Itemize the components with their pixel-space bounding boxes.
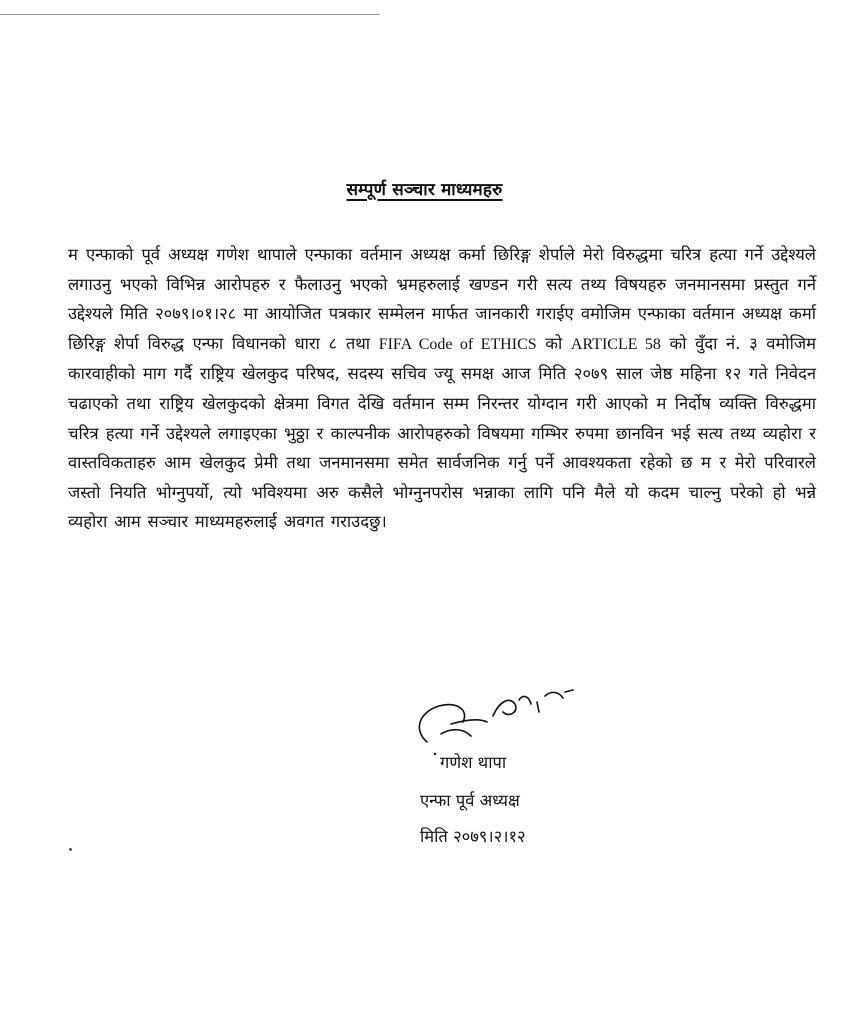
statement-body: [68, 240, 816, 537]
signatory-title: एन्फा पूर्व अध्यक्ष: [420, 791, 520, 810]
heading-text: सम्पूर्ण सञ्चार माध्यमहरु: [346, 180, 503, 200]
scan-speck: [69, 848, 72, 851]
body-text-fifa-code: FIFA Code of ETHICS: [378, 335, 537, 353]
body-text-part-2: को: [536, 333, 571, 353]
scan-edge-line: [0, 0, 380, 15]
signatory-name: गणेश थापा: [440, 753, 507, 772]
body-text-article: ARTICLE 58: [570, 335, 661, 353]
body-text-part-1: म एन्फाको पूर्व अध्यक्ष गणेश थापाले एन्फाका वर्तमान अध्यक्ष कर्मा छिरिङ्ग शेर्पाले मेरो विरुद्धमा चरित्र हत्या गर्ने उद्देश्यले लगाउनु भएको विभिन्न आरोपहरु र फैलाउनु भएको भ्रमहरुलाई खण्डन गरी सत्य तथ्य विषयहरु जनमानसमा प्रस्तुत गर्ने उद्देश्यले मिति २०७९।०१।२८ मा आयोजित पत्रकार सम्मेलन मार्फत जानकारी गराईए वमोजिम एन्फाका वर्तमान अध्यक्ष कर्मा छिरिङ्ग शेर्पा विरुद्ध एन्फा विधानको धारा ८ तथा: [68, 245, 816, 353]
signature-date: मिति २०७९।२।१२: [420, 827, 526, 846]
body-text-part-3: को वुँदा नं. ३ वमोजिम कारवाहीको माग गर्दै राष्ट्रिय खेलकुद परिषद, सदस्य सचिव ज्यू समक्ष आज मिति २०७९ साल जेष्ठ महिना १२ गते निवेदन चढाएको तथा राष्ट्रिय खेलकुदको क्षेत्रमा विगत देखि वर्तमान सम्म निरन्तर योग्दान गरी आएको म निर्दोष व्यक्ति विरुद्धमा चरित्र हत्या गर्ने उद्देश्यले लगाइएका भुठ्ठा र काल्पनीक आरोपहरुको विषयमा गम्भिर रुपमा छानविन भई सत्य तथ्य व्यहोरा र वास्तविकताहरु आम खेलकुद प्रेमी तथा जनमानसमा समेत सार्वजनिक गर्नु पर्ने आवश्यकता रहेको छ म र मेरो परिवारले जस्तो नियति भोग्नुपर्यो, त्यो भविश्यमा अरु कसैले भोग्नुनपरोस भन्नाका लागि पनि मैले यो कदम चाल्नु परेको हो भन्ने व्यहोरा आम सञ्चार माध्यमहरुलाई अवगत गराउदछु।: [68, 333, 817, 532]
document-heading: [0, 177, 849, 200]
